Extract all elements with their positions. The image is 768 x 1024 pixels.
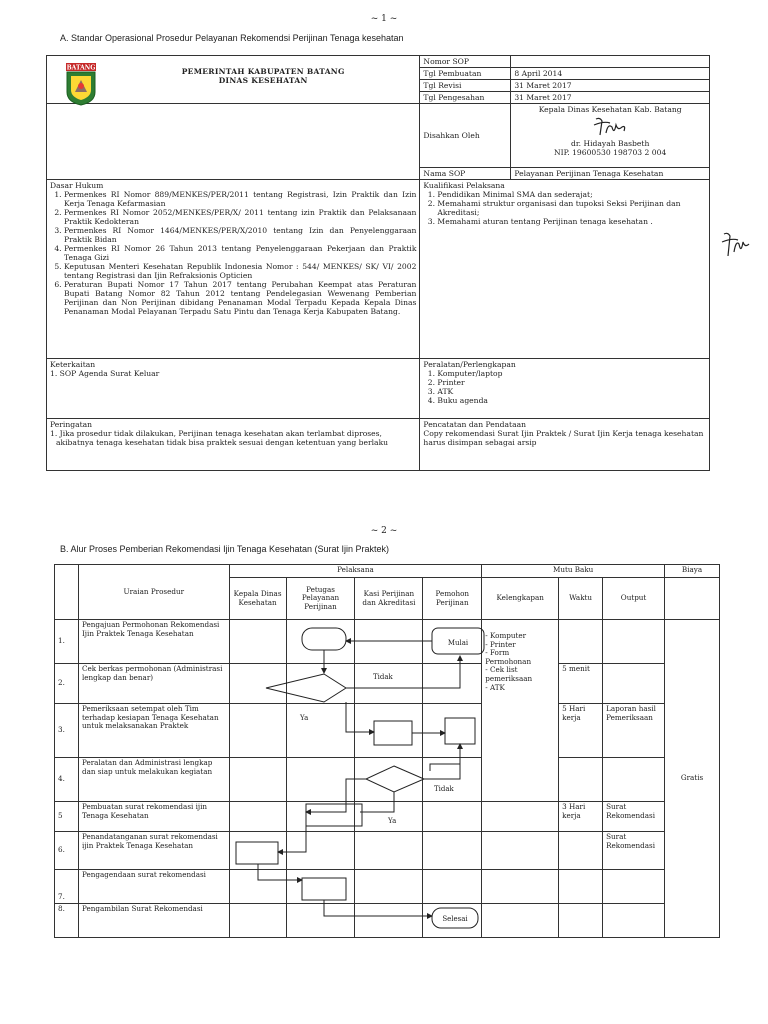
header-line-1: PEMERINTAH KABUPATEN BATANG xyxy=(181,67,345,76)
meta-disahkan-block xyxy=(511,104,710,168)
peringatan-text: 1. Jika prosedur tidak dilakukan, Perijinan tenaga kesehatan akan terlambat diproses, akibatnya tenaga kesehatan tidak bisa praktek sesuai dengan ketentuan yang berlaku xyxy=(50,429,389,447)
pencatatan-label: Pencatatan dan Pendataan xyxy=(423,420,527,429)
header-biaya-blank xyxy=(665,578,720,620)
kelengkapan-item: - Komputer xyxy=(485,631,527,640)
row-uraian: Pemeriksaan setempat oleh Tim terhadap kesiapan Tenaga Kesehatan untuk melaksanakan Praktek xyxy=(78,704,229,758)
row-no: 3. xyxy=(55,704,79,758)
paraf-signature-image xyxy=(720,228,754,262)
kelengkapan-item: - ATK xyxy=(485,682,505,692)
flow-label-selesai: Selesai xyxy=(442,915,468,923)
row-output: Laporan hasil Pemeriksaan xyxy=(603,704,665,758)
row-output xyxy=(603,620,665,664)
row-waktu xyxy=(559,758,603,802)
row-uraian: Cek berkas permohonan (Administrasi lengkap dan benar) xyxy=(78,664,229,704)
disahkan-nip: NIP. 19600530 198703 2 004 xyxy=(554,148,667,157)
flow-label-ya-1: Ya xyxy=(300,714,309,722)
dasar-hukum-cell xyxy=(47,180,420,359)
peralatan-cell xyxy=(420,359,710,419)
pencatatan-cell xyxy=(420,419,710,471)
disahkan-title: Kepala Dinas Kesehatan Kab. Batang xyxy=(538,105,682,114)
kualifikasi-item: 2. Memahami struktur organisasi dan tupoksi Seksi Perijinan dan Akreditasi; xyxy=(437,199,706,217)
peralatan-item: 2. Printer xyxy=(437,378,706,387)
dasar-hukum-item: 1. Permenkes RI Nomor 889/MENKES/PER/2011 tentang Registrasi, Izin Praktik dan Izin Kerja Tenaga Kefarmasian xyxy=(64,190,416,208)
header-uraian: Uraian Prosedur xyxy=(78,565,229,620)
row-no: 2. xyxy=(55,664,79,704)
row-uraian: Pengagendaan surat rekomendasi xyxy=(78,870,229,904)
header-spacer xyxy=(47,104,420,180)
flow-table xyxy=(54,564,720,938)
row-output: Surat Rekomendasi xyxy=(603,802,665,832)
header-kelengkapan: Kelengkapan xyxy=(482,578,559,620)
row-output xyxy=(603,870,665,904)
kelengkapan-item: - Cek list xyxy=(485,665,518,675)
header-output: Output xyxy=(603,578,665,620)
meta-disahkan-label: Disahkan Oleh xyxy=(420,104,511,168)
row-output xyxy=(603,904,665,938)
dasar-hukum-item: 6. Peraturan Bupati Nomor 17 Tahun 2017 tentang Perubahan Keempat atas Peraturan Bupati Batang Nomor 82 Tahun 2012 tentang Pendelegasian Wewenang Pemberian Perijinan dan Non Perijinan dibidang Penanaman Modal Terpadu Kepada Kepala Dinas Penanaman Modal Pelayanan Terpadu Satu Pintu dan Tenaga Kerja Kabupaten Batang. xyxy=(64,280,416,316)
header-pemohon: Pemohon Perijinan xyxy=(423,578,482,620)
dasar-hukum-item: 5. Keputusan Menteri Kesehatan Republik Indonesia Nomor : 544/ MENKES/ SK/ VI/ 2002 tentang Registrasi dan Ijin Refraksionis Opticien xyxy=(64,262,416,280)
row-waktu: 5 menit xyxy=(559,664,603,704)
keterkaitan-label: Keterkaitan xyxy=(50,360,96,369)
keterkaitan-cell xyxy=(47,359,420,419)
peralatan-label: Peralatan/Perlengkapan xyxy=(423,360,516,369)
row-no: 5 xyxy=(55,802,79,832)
section-b-title: B. Alur Proses Pemberian Rekomendasi Ijin Tenaga Kesehatan (Surat Ijin Praktek) xyxy=(60,544,390,554)
header-line-2: DINAS KESEHATAN xyxy=(218,76,308,85)
sop-table xyxy=(46,55,710,471)
header-cell xyxy=(47,56,420,104)
row-no: 6. xyxy=(55,832,79,870)
meta-pembuatan-value: 8 April 2014 xyxy=(511,68,710,80)
header-kepala: Kepala Dinas Kesehatan xyxy=(229,578,286,620)
row-waktu: 5 Hari kerja xyxy=(559,704,603,758)
header-no: No xyxy=(55,565,79,620)
biaya-cell: Gratis xyxy=(665,620,720,938)
flow-label-tidak-2: Tidak xyxy=(434,785,454,793)
meta-nama-sop-label: Nama SOP xyxy=(420,168,511,180)
header-biaya: Biaya xyxy=(665,565,720,578)
logo-text: BATANG xyxy=(66,64,96,72)
keterkaitan-item: 1. SOP Agenda Surat Keluar xyxy=(50,369,160,378)
dasar-hukum-item: 4. Permenkes RI Nomor 26 Tahun 2013 tentang Penyelenggaraan Pekerjaan dan Praktik Tenaga Gizi xyxy=(64,244,416,262)
header-petugas: Petugas Pelayanan Perijinan xyxy=(286,578,355,620)
row-no: 4. xyxy=(55,758,79,802)
header-pelaksana: Pelaksana xyxy=(229,565,482,578)
row-uraian: Pembuatan surat rekomendasi ijin Tenaga Kesehatan xyxy=(78,802,229,832)
meta-nomor-value xyxy=(511,56,710,68)
meta-nama-sop-value: Pelayanan Perijinan Tenaga Kesehatan xyxy=(511,168,710,180)
kelengkapan-item: - Printer xyxy=(485,639,516,649)
row-waktu xyxy=(559,832,603,870)
header-waktu: Waktu xyxy=(559,578,603,620)
kualifikasi-cell xyxy=(420,180,710,359)
row-no: 7. xyxy=(55,870,79,904)
row-no: 1. xyxy=(55,620,79,664)
kualifikasi-item: 3. Memahami aturan tentang Perijinan tenaga kesehatan . xyxy=(437,217,706,226)
row-waktu: 3 Hari kerja xyxy=(559,802,603,832)
meta-revisi-label: Tgl Revisi xyxy=(420,80,511,92)
header-kasi: Kasi Perijinan dan Akreditasi xyxy=(355,578,423,620)
row-output xyxy=(603,758,665,802)
meta-pembuatan-label: Tgl Pembuatan xyxy=(420,68,511,80)
row-no: 8. xyxy=(55,904,79,938)
section-a-title: A. Standar Operasional Prosedur Pelayanan Rekomendsi Perijinan Tenaga kesehatan xyxy=(60,33,404,43)
row-uraian: Pengajuan Permohonan Rekomendasi Ijin Praktek Tenaga Kesehatan xyxy=(78,620,229,664)
row-uraian: Pengambilan Surat Rekomendasi xyxy=(78,904,229,938)
row-waktu xyxy=(559,904,603,938)
kelengkapan-item: pemeriksaan xyxy=(485,673,533,683)
peralatan-item: 3. ATK xyxy=(437,387,706,396)
peralatan-item: 1. Komputer/laptop xyxy=(437,369,706,378)
meta-pengesahan-value: 31 Maret 2017 xyxy=(511,92,710,104)
flow-label-ya-2: Ya xyxy=(388,817,397,825)
kelengkapan-item: Permohonan xyxy=(485,656,532,666)
flow-label-tidak-1: Tidak xyxy=(373,673,393,681)
row-waktu xyxy=(559,870,603,904)
disahkan-name: dr. Hidayah Basbeth xyxy=(570,139,650,148)
meta-pengesahan-label: Tgl Pengesahan xyxy=(420,92,511,104)
page-number-1: ~ 1 ~ xyxy=(370,14,398,24)
peringatan-cell xyxy=(47,419,420,471)
signature-image xyxy=(590,115,630,139)
pencatatan-text: Copy rekomendasi Surat Ijin Praktek / Surat Ijin Kerja tenaga kesehatan harus disimpan sebagai arsip xyxy=(423,429,704,447)
meta-nomor-label: Nomor SOP xyxy=(420,56,511,68)
kelengkapan-item: - Form xyxy=(485,648,510,658)
peringatan-label: Peringatan xyxy=(50,420,93,429)
flow-label-mulai: Mulai xyxy=(447,639,469,647)
dasar-hukum-label: Dasar Hukum xyxy=(50,181,104,190)
dasar-hukum-item: 3. Permenkes RI Nomor 1464/MENKES/PER/X/2010 tentang Izin dan Penyelenggaraan Praktik Bidan xyxy=(64,226,416,244)
dasar-hukum-item: 2. Permenkes RI Nomor 2052/MENKES/PER/X/ 2011 tentang izin Praktik dan Pelaksanaan Praktik Kedokteran xyxy=(64,208,416,226)
batang-logo xyxy=(65,62,97,106)
meta-revisi-value: 31 Maret 2017 xyxy=(511,80,710,92)
row-output: Surat Rekomendasi xyxy=(603,832,665,870)
kualifikasi-item: 1. Pendidikan Minimal SMA dan sederajat; xyxy=(437,190,706,199)
header-mutu-baku: Mutu Baku xyxy=(482,565,665,578)
kualifikasi-label: Kualifikasi Pelaksana xyxy=(423,181,505,190)
peralatan-item: 4. Buku agenda xyxy=(437,396,706,405)
kelengkapan-cell xyxy=(482,620,559,802)
row-uraian: Peralatan dan Administrasi lengkap dan siap untuk melakukan kegiatan xyxy=(78,758,229,802)
row-waktu xyxy=(559,620,603,664)
row-uraian: Penandatanganan surat rekomendasi ijin Praktek Tenaga Kesehatan xyxy=(78,832,229,870)
row-output xyxy=(603,664,665,704)
page-number-2: ~ 2 ~ xyxy=(370,526,398,536)
